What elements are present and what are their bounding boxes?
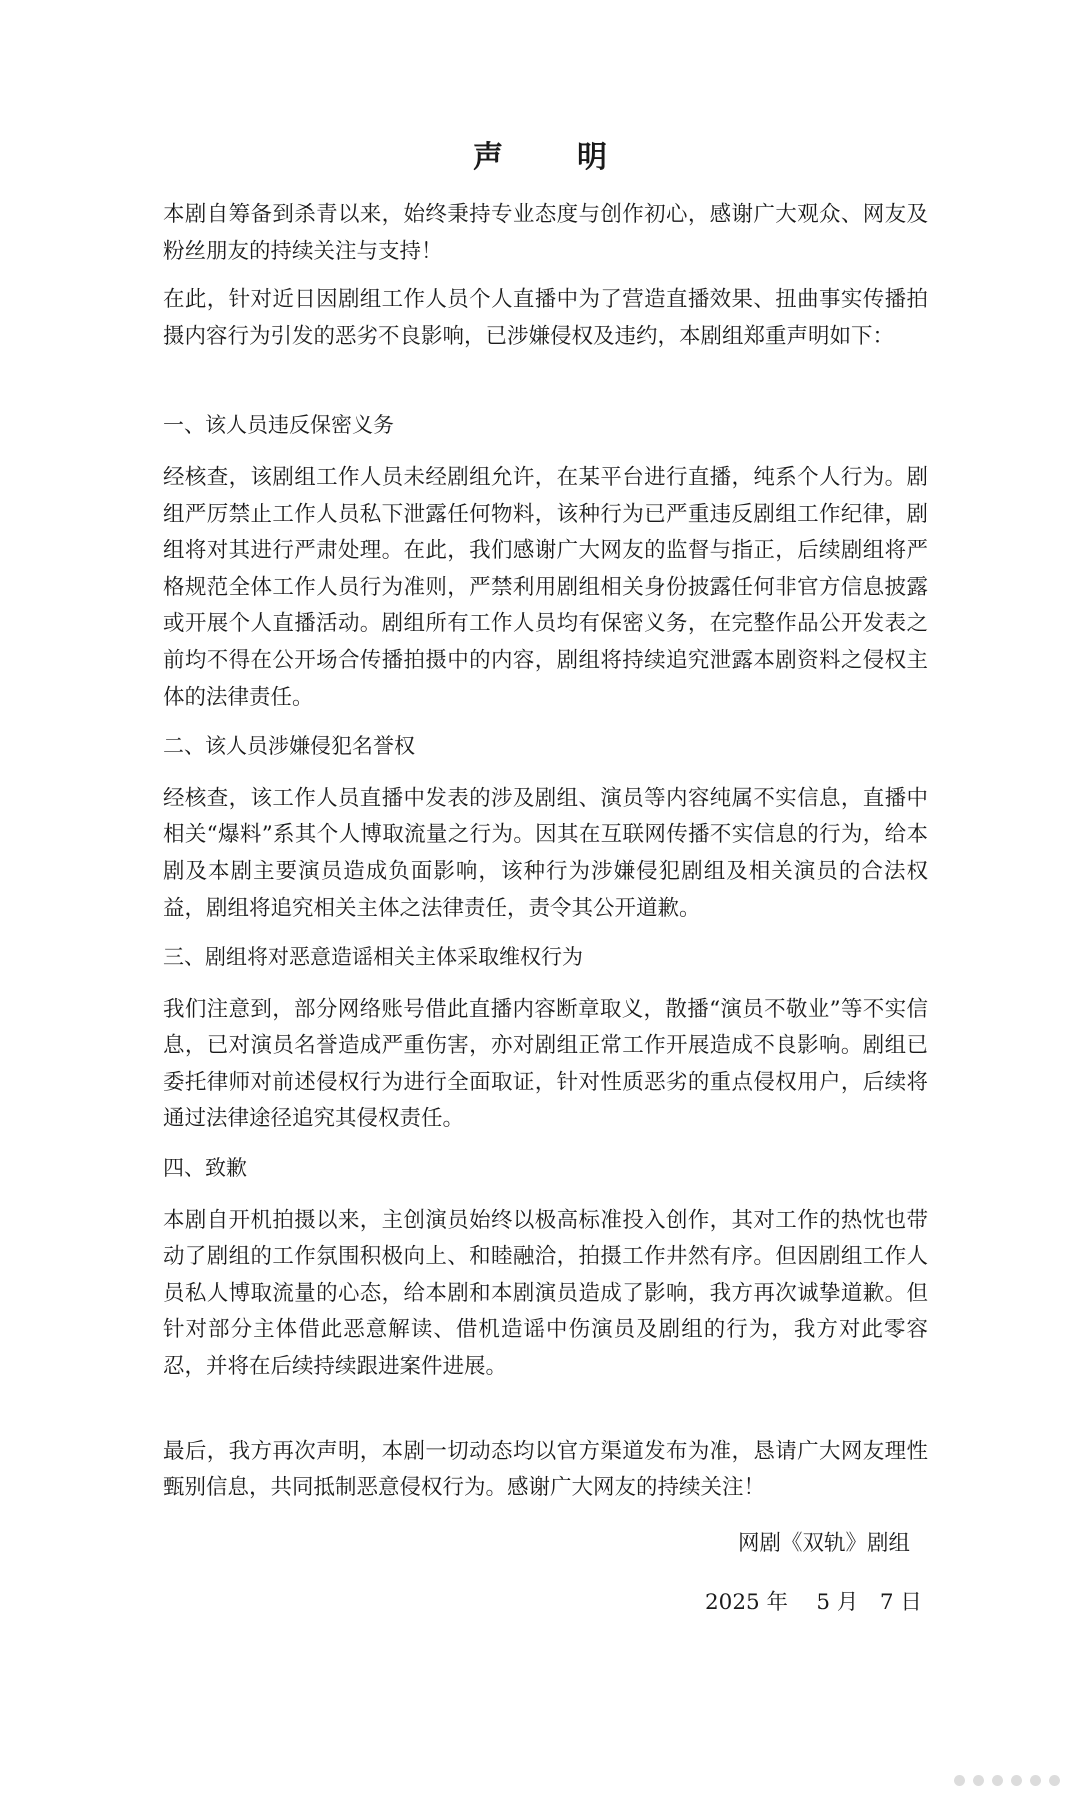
section-heading-2: 二、该人员涉嫌侵犯名誉权: [163, 734, 415, 759]
document-body: [163, 197, 928, 1507]
watermark-dots: [954, 1775, 1060, 1786]
section-body-3: 我们注意到，部分网络账号借此直播内容断章取义，散播“演员不敬业”等不实信息，已对演员名誉造成严重伤害，亦对剧组正常工作开展造成不良影响。剧组已委托律师对前述侵权行为进行全面取证，针对性质恶劣的重点侵权用户，后续将通过法律途径追究其侵权责任。: [163, 996, 928, 1132]
watermark-dot: [1049, 1775, 1060, 1786]
intro-paragraph-1: 本剧自筹备到杀青以来，始终秉持专业态度与创作初心，感谢广大观众、网友及粉丝朋友的持续关注与支持！: [163, 202, 928, 264]
watermark-dot: [1011, 1775, 1022, 1786]
section-body-4: 本剧自开机拍摄以来，主创演员始终以极高标准投入创作，其对工作的热忱也带动了剧组的工作氛围积极向上、和睦融洽，拍摄工作井然有序。但因剧组工作人员私人博取流量的心态，给本剧和本剧演员造成了影响，我方再次诚挚道歉。但针对部分主体借此恶意解读、借机造谣中伤演员及剧组的行为，我方对此零容忍，并将在后续持续跟进案件进展。: [163, 1207, 928, 1380]
section-body-2: 经核查，该工作人员直播中发表的涉及剧组、演员等内容纯属不实信息，直播中相关“爆料”系其个人博取流量之行为。因其在互联网传播不实信息的行为，给本剧及本剧主要演员造成负面影响，该种行为涉嫌侵犯剧组及相关演员的合法权益，剧组将追究相关主体之法律责任，责令其公开道歉。: [163, 785, 928, 921]
section-body-1: 经核查，该剧组工作人员未经剧组允许，在某平台进行直播，纯系个人行为。剧组严厉禁止工作人员私下泄露任何物料，该种行为已严重违反剧组工作纪律，剧组将对其进行严肃处理。在此，我们感谢广大网友的监督与指正，后续剧组将严格规范全体工作人员行为准则，严禁利用剧组相关身份披露任何非官方信息披露或开展个人直播活动。剧组所有工作人员均有保密义务，在完整作品公开发表之前均不得在公开场合传播拍摄中的内容，剧组将持续追究泄露本剧资料之侵权主体的法律责任。: [163, 464, 928, 710]
statement-date: 2025 年 5 月 7 日: [705, 1590, 922, 1615]
section-heading-4: 四、致歉: [163, 1156, 247, 1181]
watermark-dot: [954, 1775, 965, 1786]
closing-paragraph: 最后，我方再次声明，本剧一切动态均以官方渠道发布为准，恳请广大网友理性甄别信息，共同抵制恶意侵权行为。感谢广大网友的持续关注！: [163, 1438, 928, 1501]
signature: 网剧《双轨》剧组: [737, 1531, 910, 1556]
section-heading-3: 三、剧组将对恶意造谣相关主体采取维权行为: [163, 945, 583, 970]
watermark-dot: [1030, 1775, 1041, 1786]
section-heading-1: 一、该人员违反保密义务: [163, 413, 394, 438]
intro-paragraph-2: 在此，针对近日因剧组工作人员个人直播中为了营造直播效果、扭曲事实传播拍摄内容行为引发的恶劣不良影响，已涉嫌侵权及违约，本剧组郑重声明如下：: [163, 287, 928, 349]
document-title: 声 明: [473, 140, 629, 175]
watermark-dot: [992, 1775, 1003, 1786]
watermark-dot: [973, 1775, 984, 1786]
